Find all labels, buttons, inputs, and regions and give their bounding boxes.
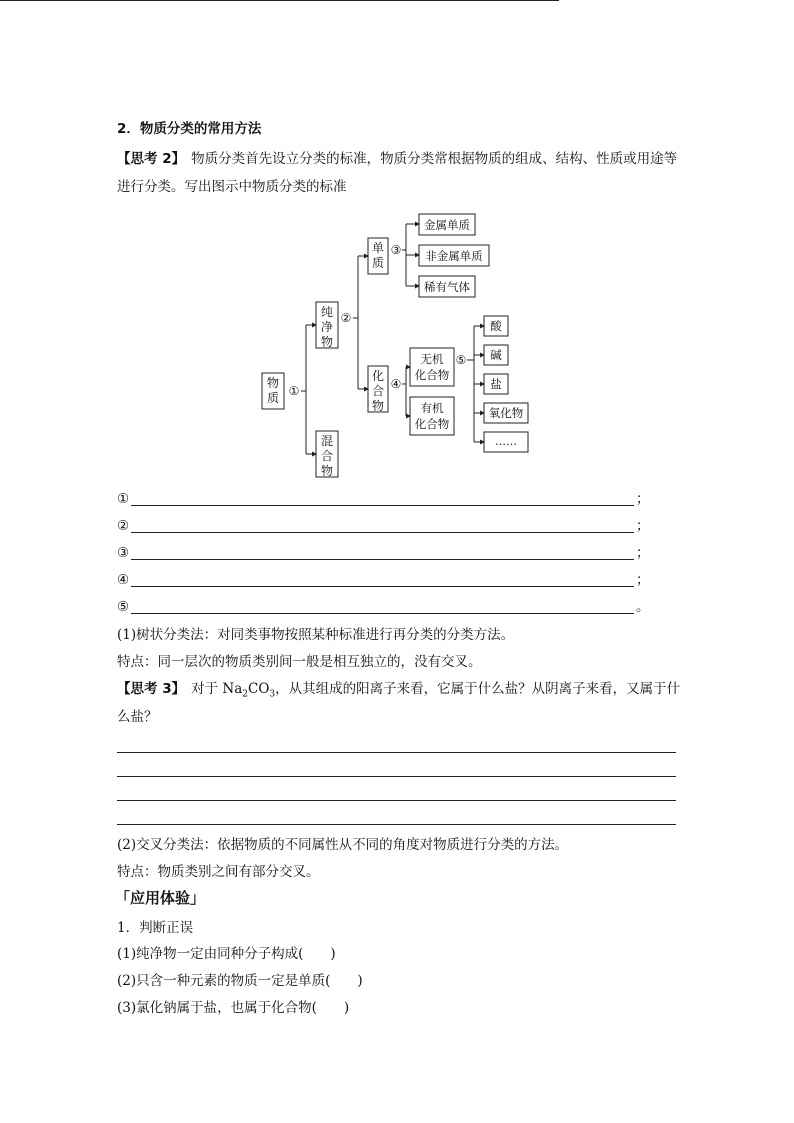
- label-base: 碱: [490, 348, 502, 362]
- classification-diagram: [250, 205, 550, 485]
- think3-sub2: 3: [269, 689, 276, 700]
- answer-line-4[interactable]: [117, 824, 676, 825]
- blank-4-line[interactable]: [131, 586, 634, 587]
- blank-3-end: ；: [636, 545, 650, 561]
- blank-3-line[interactable]: [131, 559, 634, 560]
- think3-sub1: 2: [242, 689, 248, 700]
- top-rule: [0, 0, 559, 1]
- answer-line-3[interactable]: [117, 800, 676, 801]
- blank-3-label: ③: [117, 545, 130, 561]
- label-element: 单质: [371, 241, 385, 270]
- think3-text-c: ，从其组成的阳离子来看，它属于什么盐？从阴离子来看，又属于什: [275, 681, 681, 697]
- label-oxide: 氧化物: [488, 406, 524, 420]
- section-heading: 2．物质分类的常用方法: [117, 121, 262, 137]
- blank-1-label: ①: [117, 491, 130, 507]
- blank-5-line[interactable]: [131, 613, 634, 614]
- blank-1-line[interactable]: [131, 505, 634, 506]
- answer-line-2[interactable]: [117, 776, 676, 777]
- cross-feature-text: 特点：物质类别之间有部分交叉。: [117, 864, 320, 880]
- answer-line-1[interactable]: [117, 752, 676, 753]
- apply-item-3: (3)氯化钠属于盐，也属于化合物( ): [117, 1000, 350, 1016]
- marker-2: ②: [340, 311, 352, 325]
- label-more: ……: [495, 435, 517, 448]
- apply-item-2: (2)只含一种元素的物质一定是单质( ): [117, 973, 363, 989]
- marker-4: ④: [390, 377, 402, 391]
- label-salt: 盐: [490, 377, 502, 391]
- label-organic-2: 化合物: [414, 417, 450, 431]
- tree-feature-text: 特点：同一层次的物质类别间一般是相互独立的，没有交叉。: [117, 654, 482, 670]
- think3-text-a: 对于 Na: [191, 681, 243, 697]
- marker-5: ⑤: [455, 353, 467, 367]
- label-compound: 化合物: [371, 369, 385, 413]
- think3-text-b: CO: [247, 681, 270, 697]
- blank-1-end: ；: [636, 491, 650, 507]
- blank-2-label: ②: [117, 518, 130, 534]
- tree-method-text: (1)树状分类法：对同类事物按照某种标准进行再分类的分类方法。: [117, 627, 515, 643]
- marker-3: ③: [390, 243, 402, 257]
- label-mixture: 混合物: [320, 434, 334, 478]
- marker-1: ①: [288, 384, 300, 398]
- label-acid: 酸: [490, 319, 502, 333]
- label-metal: 金属单质: [424, 218, 470, 232]
- think2-tag: 【思考 2】: [117, 151, 186, 167]
- think3-tag: 【思考 3】: [117, 681, 186, 697]
- cross-method-text: (2)交叉分类法：依据物质的不同属性从不同的角度对物质进行分类的方法。: [117, 837, 569, 853]
- think2-text1: 物质分类首先设立分类的标准，物质分类常根据物质的组成、结构、性质或用途等: [191, 151, 678, 167]
- label-nonmetal: 非金属单质: [425, 249, 483, 263]
- blank-5-end: 。: [636, 599, 650, 615]
- blank-5-label: ⑤: [117, 599, 130, 615]
- blank-4-end: ；: [636, 572, 650, 588]
- blank-4-label: ④: [117, 572, 130, 588]
- apply-section-title: 「应用体验」: [115, 889, 206, 907]
- label-noble: 稀有气体: [424, 280, 470, 294]
- apply-item-1: (1)纯净物一定由同种分子构成( ): [117, 946, 336, 962]
- label-root: 物质: [266, 376, 280, 405]
- label-pure: 纯净物: [320, 305, 334, 349]
- blank-2-end: ；: [636, 518, 650, 534]
- apply-q1: 1．判断正误: [117, 920, 194, 936]
- think3-line2: 么盐？: [117, 709, 158, 725]
- blank-2-line[interactable]: [131, 532, 634, 533]
- label-organic-1: 有机: [420, 401, 444, 415]
- think3-line1: [117, 679, 680, 705]
- label-inorganic-2: 化合物: [414, 368, 450, 382]
- think2-line2: 进行分类。写出图示中物质分类的标准: [117, 179, 347, 195]
- label-inorganic-1: 无机: [420, 352, 444, 366]
- think2-line1: [117, 149, 677, 169]
